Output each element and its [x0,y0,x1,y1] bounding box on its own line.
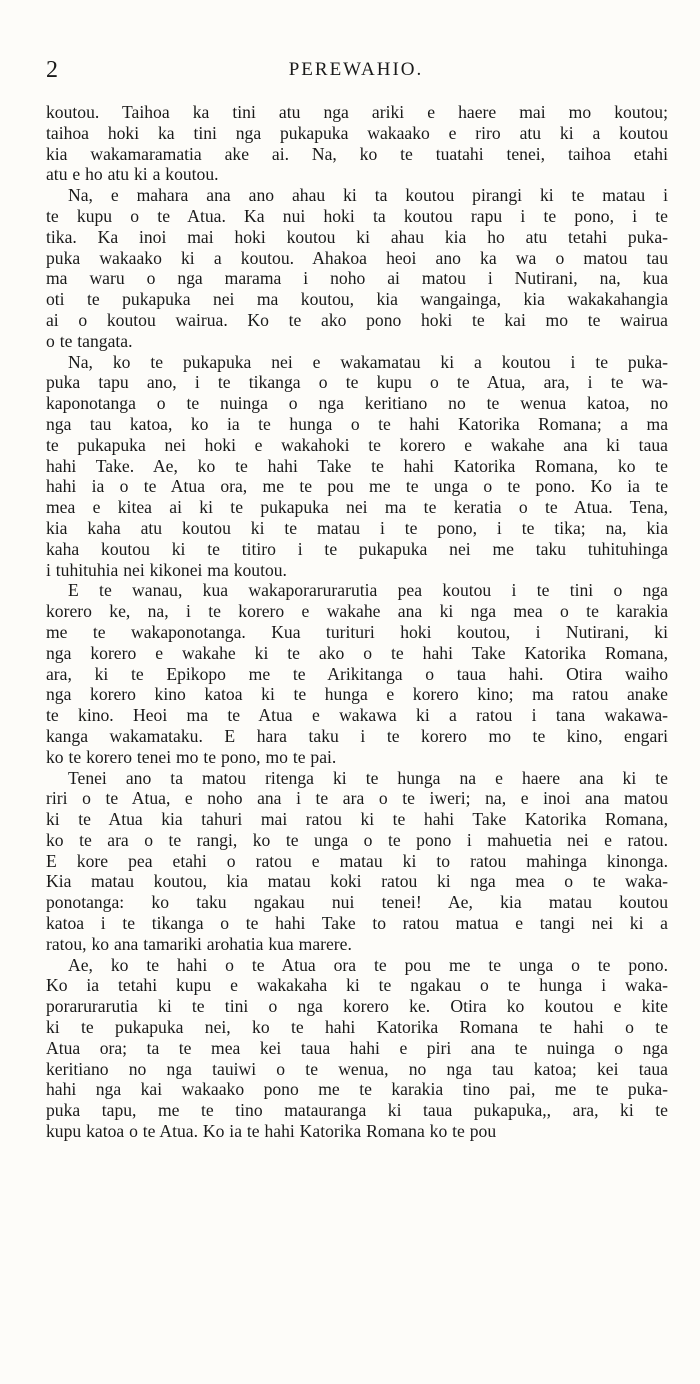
text-line: Na, e mahara ana ano ahau ki ta koutou pirangi ki te matau i [68,185,668,206]
page-number: 2 [46,57,58,83]
text-line: puka wakaako ki a koutou. Ahakoa heoi ano ka wa o matou tau [46,247,668,268]
text-line: kupu katoa o te Atua. Ko ia te hahi Katorika Romana ko te pou [46,1121,497,1142]
text-line: ara, ki te Epikopo me te Arikitanga o taua hahi. Otira waiho [46,663,668,684]
paragraph [46,102,668,185]
text-line: i tuhituhia nei kikonei ma koutou. [46,559,287,580]
text-line: Na, ko te pukapuka nei e wakamatau ki a koutou i te puka- [68,351,668,372]
text-line: nga korero e wakahe ki te ako o te hahi Take Katorika Romana, [46,642,668,663]
text-line: ki te Atua kia tahuri mai ratou ki te hahi Take Katorika Romana, [46,809,668,830]
text-line: hahi Take. Ae, ko te hahi Take te hahi Katorika Romana, ko te [46,455,668,476]
text-line: ai o koutou wairua. Ko te ako pono hoki te kai mo te wairua [46,309,668,330]
text-line: porarurarutia ki te tini o nga korero ke. Otira ko koutou e kite [46,996,668,1017]
text-line: Ae, ko te hahi o te Atua ora te pou me te unga o te pono. [68,954,668,975]
text-line: Kia matau koutou, kia matau koki ratou ki nga mea o te waka- [46,871,668,892]
text-line: nga tau katoa, ko ia te hunga o te hahi Katorika Romana; a ma [46,413,668,434]
text-line: Atua ora; ta te mea kei taua hahi e piri ana te nuinga o nga [46,1037,668,1058]
paragraph [46,185,668,351]
text-line: hahi ia o te Atua ora, me te pou me te unga o te pono. Ko ia te [46,476,668,497]
text-line: hahi nga kai wakaako pono me te karakia tino pai, me te puka- [46,1079,668,1100]
text-line: ma waru o nga marama i noho ai matou i Nutirani, na, kua [46,268,668,289]
text-line: Tenei ano ta matou ritenga ki te hunga na e haere ana ki te [68,767,668,788]
text-line: E kore pea etahi o ratou e matau ki to ratou mahinga kinonga. [46,850,668,871]
text-line: kia kaha atu koutou ki te matau i te pono, i te tika; na, kia [46,517,668,538]
text-line: ratou, ko ana tamariki arohatia kua marere. [46,933,352,954]
text-line: te pukapuka nei hoki e wakahoki te korero e wakahe ana ki taua [46,434,668,455]
text-line: ki te pukapuka nei, ko te hahi Katorika Romana te hahi o te [46,1017,668,1038]
page-header [46,55,666,85]
text-line: katoa i te tikanga o te hahi Take to ratou matua e tangi nei ki a [46,913,668,934]
text-line: koutou. Taihoa ka tini atu nga ariki e haere mai mo koutou; [46,102,668,122]
text-line: me te wakaponotanga. Kua turituri hoki koutou, i Nutirani, ki [46,621,668,642]
text-line: tika. Ka inoi mai hoki koutou ki ahau kia ho atu tetahi puka- [46,226,668,247]
paragraph [46,352,668,581]
text-line: te kupu o te Atua. Ka nui hoki ta koutou rapu i te pono, i te [46,205,668,226]
paragraph [46,768,668,955]
text-line: ponotanga: ko taku ngakau nui tenei! Ae, kia matau koutou [46,892,668,913]
text-line: keritiano no nga tauiwi o te wenua, no nga tau katoa; kei taua [46,1058,668,1079]
text-line: oti te pukapuka nei ma koutou, kia wangainga, kia wakakahangia [46,289,668,310]
text-line: korero ke, na, i te korero e wakahe ana ki nga mea o te karakia [46,601,668,622]
text-line: kaha koutou ki te titiro i te pukapuka nei me taku tuhituhinga [46,538,668,559]
text-line: kia wakamaramatia ake ai. Na, ko te tuatahi tenei, taihoa etahi [46,143,668,164]
text-line: puka tapu ano, i te tikanga o te kupu o te Atua, ara, i te wa- [46,372,668,393]
text-line: kaponotanga o te nuinga o nga keritiano no te wenua katoa, no [46,393,668,414]
text-line: puka tapu, me te tino matauranga ki taua pukapuka,, ara, ki te [46,1100,668,1121]
text-line: taihoa hoki ka tini nga pukapuka wakaako e riro atu ki a koutou [46,122,668,143]
body-text [46,102,668,1142]
text-line: Ko ia tetahi kupu e wakakaha ki te ngakau o te hunga i waka- [46,975,668,996]
running-head: PEREWAHIO. [288,59,424,80]
text-line: nga korero kino katoa ki te hunga e korero kino; ma ratou anake [46,684,668,705]
text-line: ko te korero tenei mo te pono, mo te pai. [46,746,337,767]
paragraph [46,955,668,1142]
text-line: mea e kitea ai ki te pukapuka nei ma te keratia o te Atua. Tena, [46,497,668,518]
text-line: o te tangata. [46,330,133,351]
text-line: te kino. Heoi ma te Atua e wakawa ki a ratou i tana wakawa- [46,705,668,726]
text-line: atu e ho atu ki a koutou. [46,164,219,185]
paragraph [46,580,668,767]
text-line: riri o te Atua, e noho ana i te ara o te iweri; na, e inoi ana matou [46,788,668,809]
text-line: E te wanau, kua wakaporarurarutia pea koutou i te tini o nga [68,580,668,601]
text-line: kanga wakamataku. E hara taku i te korero mo te kino, engari [46,725,668,746]
text-line: ko te ara o te rangi, ko te unga o te pono i mahuetia nei e ratou. [46,829,668,850]
